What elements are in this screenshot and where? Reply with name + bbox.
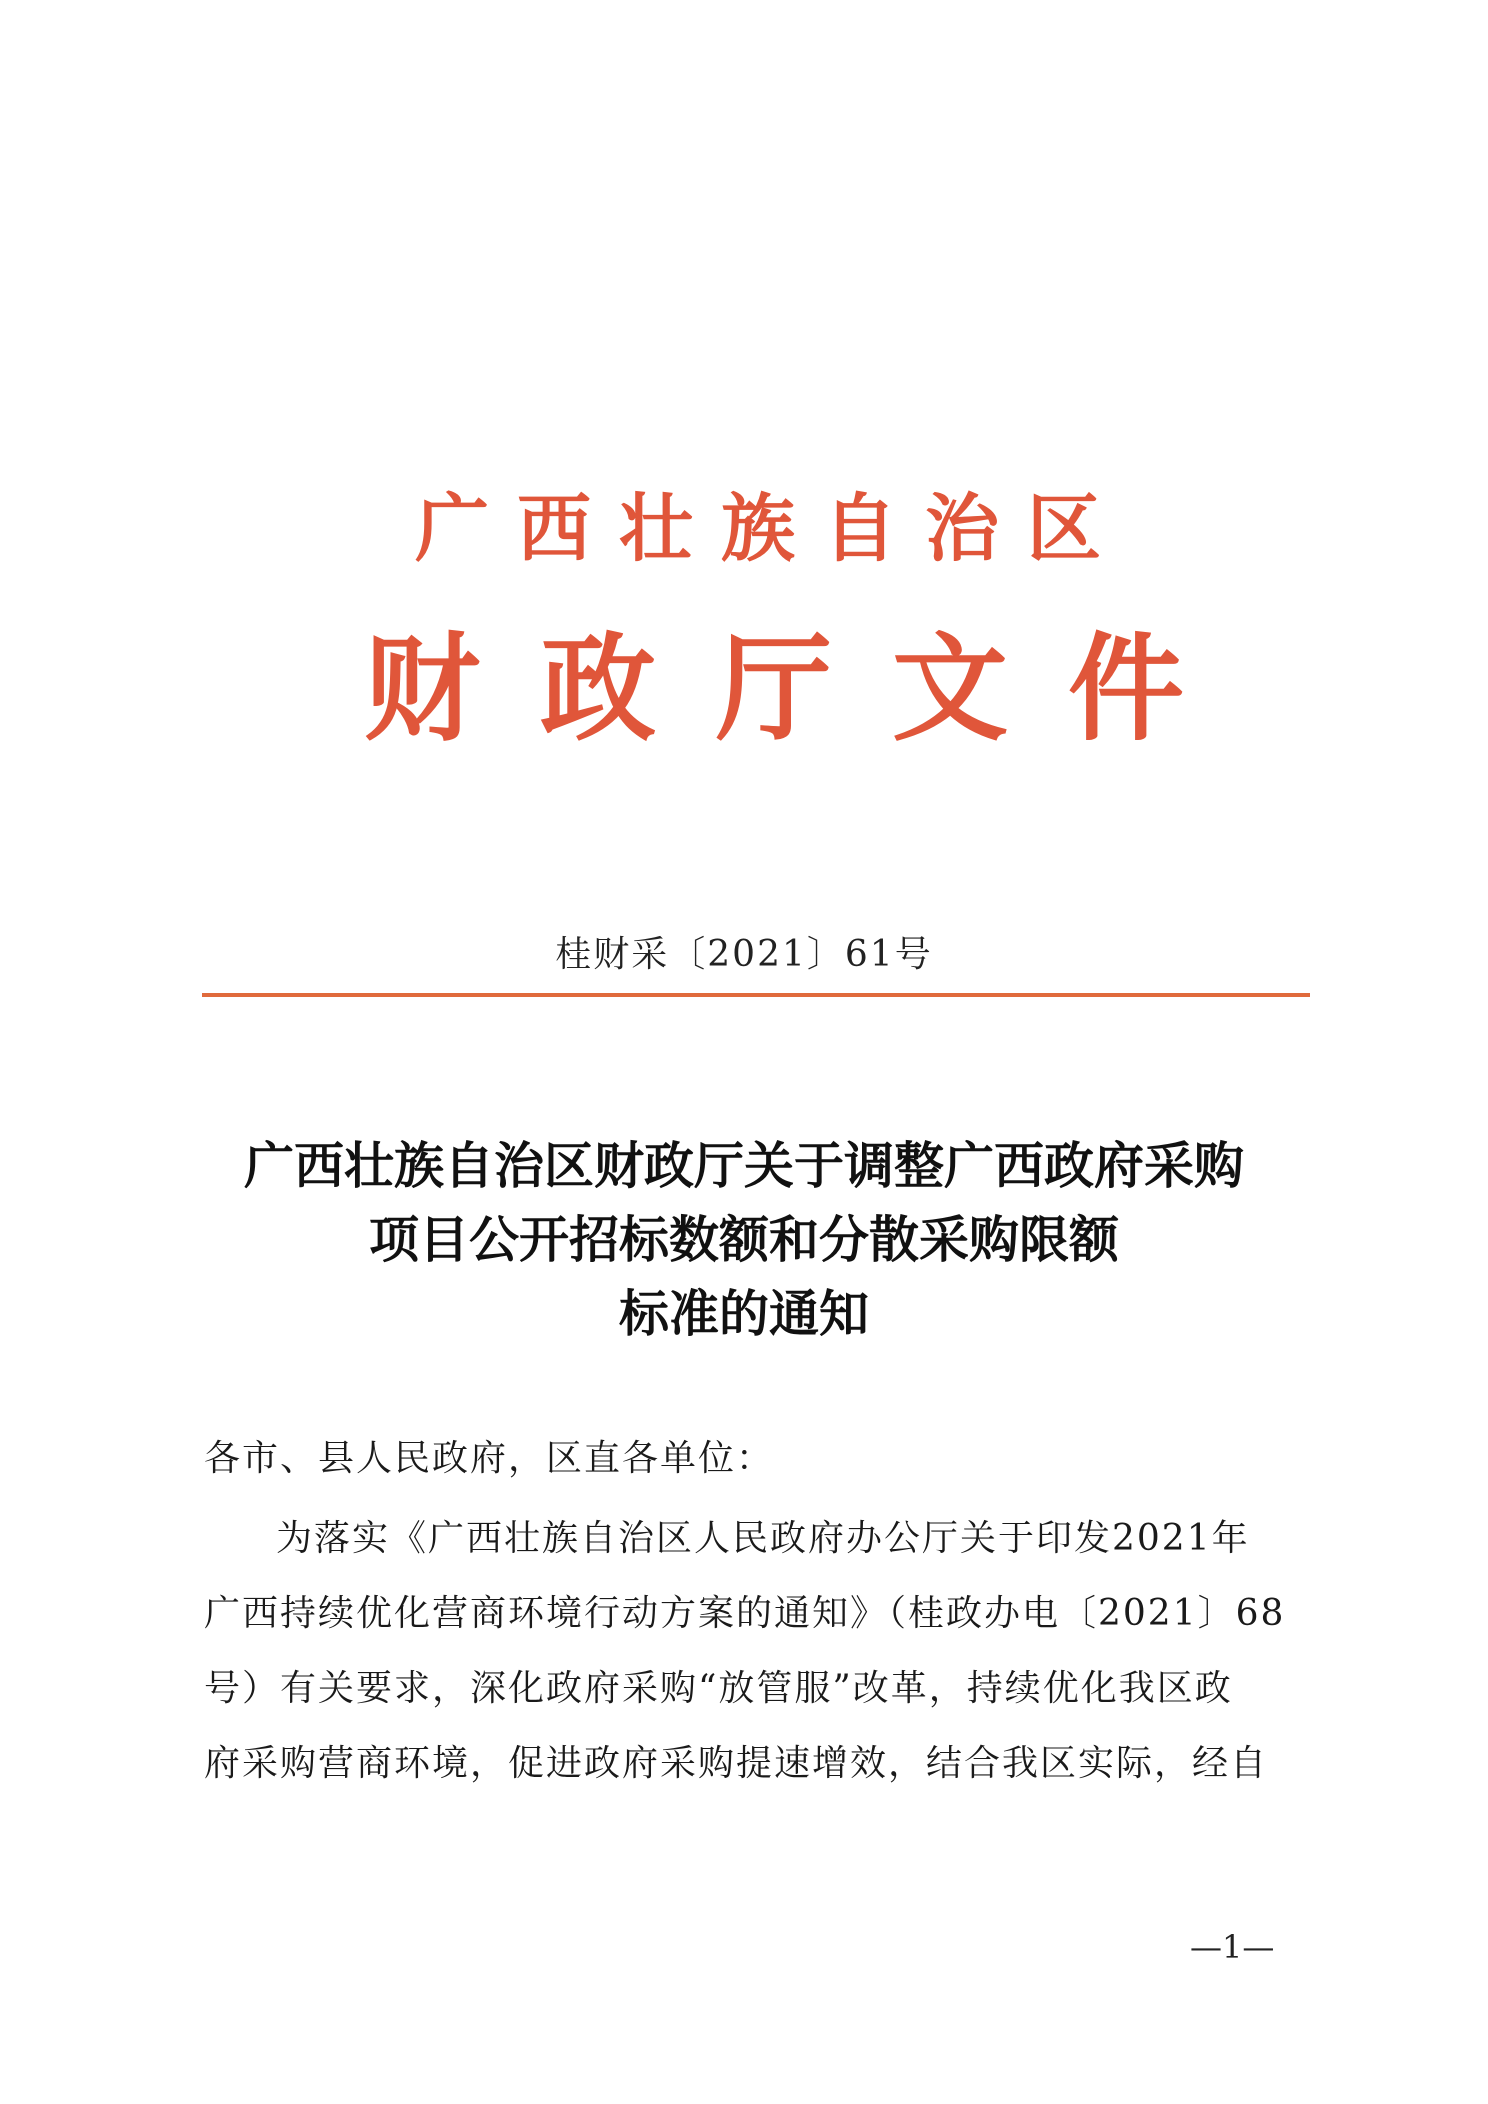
body-line-1: 为落实《广西壮族自治区人民政府办公厅关于印发2021年: [276, 1518, 1250, 1559]
page-number: —1—: [1190, 1928, 1275, 1966]
body-line-3: 号）有关要求，深化政府采购“放管服”改革，持续优化我区政: [204, 1668, 1233, 1709]
salutation: 各市、县人民政府，区直各单位：: [204, 1438, 775, 1479]
document-number: 桂财采〔2021〕61号: [555, 934, 933, 975]
body-line-4: 府采购营商环境，促进政府采购提速增效，结合我区实际，经自: [204, 1743, 1269, 1784]
body-line-2: 广西持续优化营商环境行动方案的通知》（桂政办电〔2021〕68: [204, 1593, 1286, 1634]
red-separator-line: [202, 993, 1310, 997]
document-title-line-2: 项目公开招标数额和分散采购限额: [369, 1210, 1119, 1269]
issuer-name: 广西壮族自治区: [415, 486, 1129, 572]
issuer-document-heading: 财政厅文件: [364, 622, 1244, 757]
document-title-line-3: 标准的通知: [619, 1284, 869, 1343]
document-title-line-1: 广西壮族自治区财政厅关于调整广西政府采购: [244, 1136, 1244, 1195]
